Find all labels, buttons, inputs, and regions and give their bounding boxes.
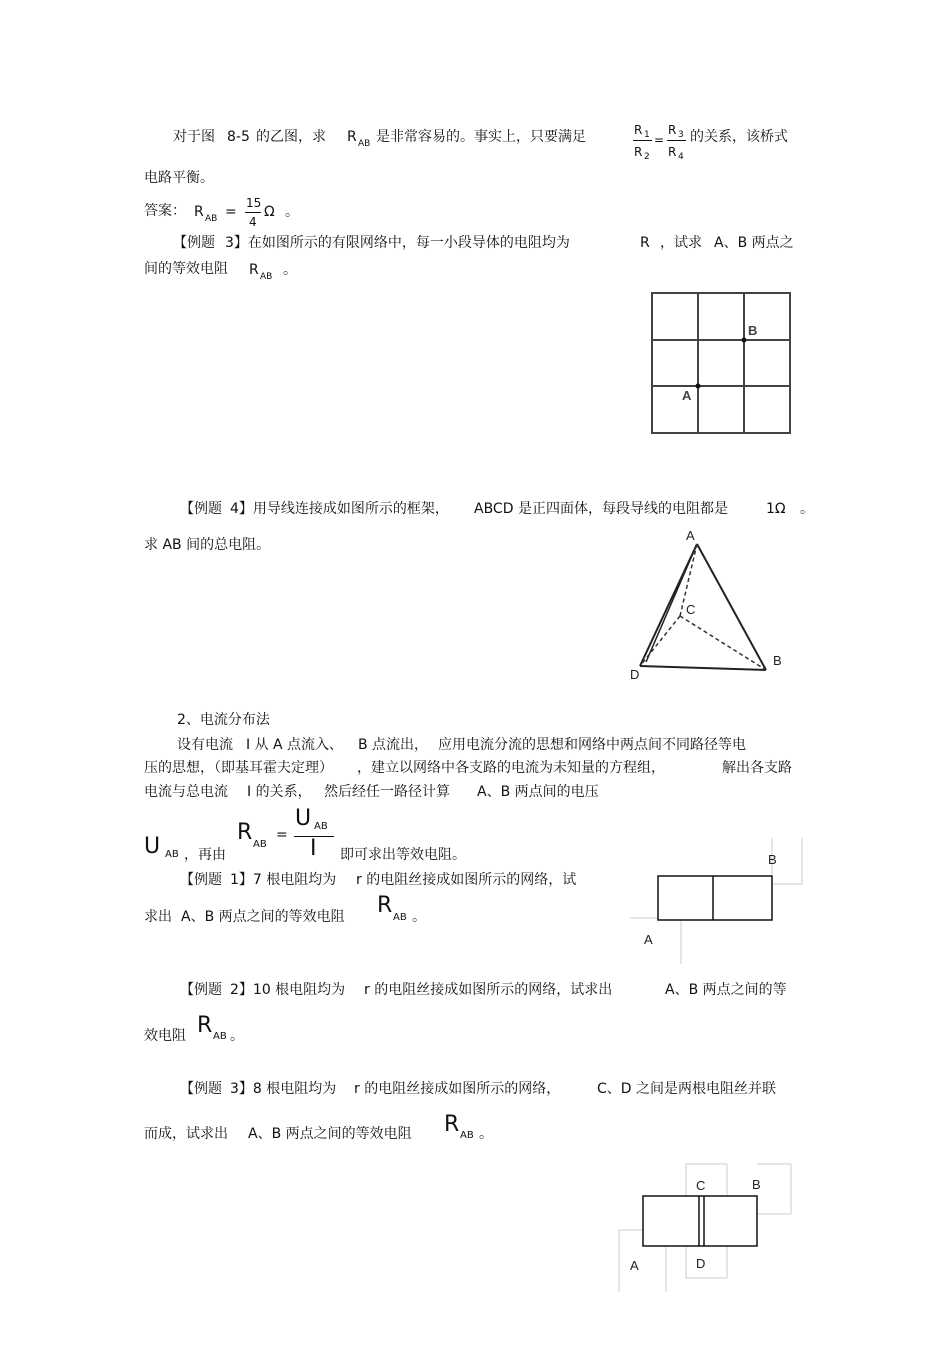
text: ，试求	[660, 235, 702, 251]
section-title: 2、电流分布法	[177, 712, 270, 728]
text: 4】用导线连接成如图所示的框架，	[230, 501, 449, 517]
text: 是非常容易的。事实上，只要满足	[376, 129, 586, 145]
label-b: B	[768, 852, 777, 867]
label-a: A	[630, 1258, 639, 1273]
subscript: AB	[205, 214, 218, 224]
text: 1Ω	[766, 501, 786, 517]
text: A、B 两点之间的等	[665, 982, 787, 998]
grid-network-figure	[646, 288, 796, 438]
text: 【例题	[180, 1081, 222, 1097]
symbol-R: R	[237, 820, 253, 845]
tetrahedron-figure	[620, 524, 800, 686]
text: 。	[285, 204, 299, 220]
symbol-R: R	[634, 123, 643, 137]
edge-cb-dashed	[680, 616, 766, 670]
subscript: AB	[314, 821, 328, 832]
text: A、B 两点间的电压	[477, 784, 599, 800]
subscript: AB	[393, 912, 407, 923]
subscript: AB	[213, 1031, 227, 1042]
symbol-R: R	[640, 235, 650, 251]
text: 对于图	[173, 129, 215, 145]
equals-sign: =	[276, 827, 288, 843]
text: 。	[479, 1126, 493, 1142]
text: 解出各支路	[722, 760, 792, 776]
text: 【例题	[180, 982, 222, 998]
symbol-R: R	[634, 145, 643, 159]
subscript: AB	[253, 839, 267, 850]
text: 应用电流分流的思想和网络中两点间不同路径等电	[438, 737, 746, 753]
label-b: B	[752, 1177, 761, 1192]
network-rect	[643, 1196, 757, 1246]
edge-db	[640, 666, 766, 670]
equals-sign: =	[654, 133, 665, 147]
subscript: 3	[678, 130, 684, 140]
edge-ab	[697, 544, 766, 670]
text: 3】8 根电阻均为	[230, 1081, 337, 1097]
symbol-U: U	[144, 834, 161, 859]
subscript: AB	[165, 849, 179, 860]
label-a: A	[686, 528, 695, 543]
text: 的乙图，求	[256, 129, 326, 145]
text: ，建立以网络中各支路的电流为未知量的方程组，	[357, 760, 665, 776]
text: A、B 两点之	[714, 235, 794, 251]
symbol-I: I	[310, 836, 317, 861]
text: 2】10 根电阻均为	[230, 982, 346, 998]
label-d: D	[630, 667, 640, 682]
symbol-R: R	[197, 1013, 213, 1038]
label-b: B	[748, 323, 758, 338]
node-b	[742, 338, 747, 343]
text: ABCD 是正四面体，每段导线的电阻都是	[474, 501, 728, 517]
text: I 从 A 点流入、	[246, 737, 344, 753]
grid-outer-frame	[652, 293, 790, 433]
equals-sign: =	[225, 204, 237, 220]
answer-label: 答案：	[144, 203, 186, 219]
label-d: D	[696, 1256, 706, 1271]
network-rect	[658, 876, 772, 920]
label-b: B	[773, 653, 782, 668]
subscript: AB	[260, 272, 273, 282]
subscript: 4	[678, 152, 684, 162]
text: 即可求出等效电阻。	[340, 847, 466, 863]
subscript: 2	[644, 152, 650, 162]
fraction-line	[667, 140, 686, 141]
symbol-R: R	[249, 262, 259, 278]
text: 。	[412, 909, 426, 925]
symbol-R: R	[668, 123, 677, 137]
label-c: C	[686, 602, 696, 617]
text: 。	[230, 1028, 244, 1044]
symbol-U: U	[295, 806, 312, 831]
text: r 的电阻丝接成如图所示的网络，试	[356, 872, 577, 888]
ohm-unit: Ω	[264, 204, 275, 220]
fraction-denominator: 4	[249, 215, 257, 229]
symbol-R: R	[377, 893, 393, 918]
node-a	[696, 384, 701, 389]
text: A、B 两点之间的等效电阻	[248, 1126, 412, 1142]
subscript: AB	[460, 1130, 474, 1141]
fraction-line	[633, 140, 652, 141]
text: r 的电阻丝接成如图所示的网络，试求出	[364, 982, 613, 998]
text: I 的关系，	[247, 784, 312, 800]
subscript: 1	[644, 130, 650, 140]
text: 效电阻	[144, 1028, 186, 1044]
text: 的关系，该桥式	[690, 129, 788, 145]
text: B 点流出，	[358, 737, 429, 753]
fraction-numerator: 15	[246, 196, 262, 210]
text: 然后经任一路径计算	[324, 784, 450, 800]
text: ，再由	[184, 847, 226, 863]
symbol-R: R	[347, 129, 357, 145]
text: 【例题	[180, 872, 222, 888]
network-figure-3	[615, 1160, 795, 1295]
text: A、B 两点之间的等效电阻	[181, 909, 345, 925]
text: 8-5	[227, 129, 250, 145]
text: r 的电阻丝接成如图所示的网络，	[354, 1081, 561, 1097]
symbol-R: R	[668, 145, 677, 159]
text: 【例题	[173, 235, 215, 251]
text: 电路平衡。	[144, 170, 214, 186]
text: 1】7 根电阻均为	[230, 872, 337, 888]
subscript: AB	[358, 139, 371, 149]
text: 求 AB 间的总电阻。	[144, 537, 271, 553]
text: 。	[283, 262, 297, 278]
label-c: C	[696, 1178, 706, 1193]
network-figure-1	[630, 838, 810, 968]
label-a: A	[644, 932, 653, 947]
text: 电流与总电流	[144, 784, 228, 800]
text: 间的等效电阻	[144, 261, 228, 277]
label-a: A	[682, 388, 692, 403]
text: 【例题	[180, 501, 222, 517]
symbol-R: R	[194, 204, 204, 220]
text: 压的思想，（即基耳霍夫定理）	[144, 760, 333, 776]
text: 3】在如图所示的有限网络中，每一小段导体的电阻均为	[225, 235, 570, 251]
text: C、D 之间是两根电阻丝并联	[597, 1081, 777, 1097]
symbol-R: R	[444, 1112, 460, 1137]
text: 。	[800, 501, 814, 517]
text: 求出	[144, 909, 172, 925]
text: 而成，试求出	[144, 1126, 228, 1142]
text: 设有电流	[177, 737, 233, 753]
